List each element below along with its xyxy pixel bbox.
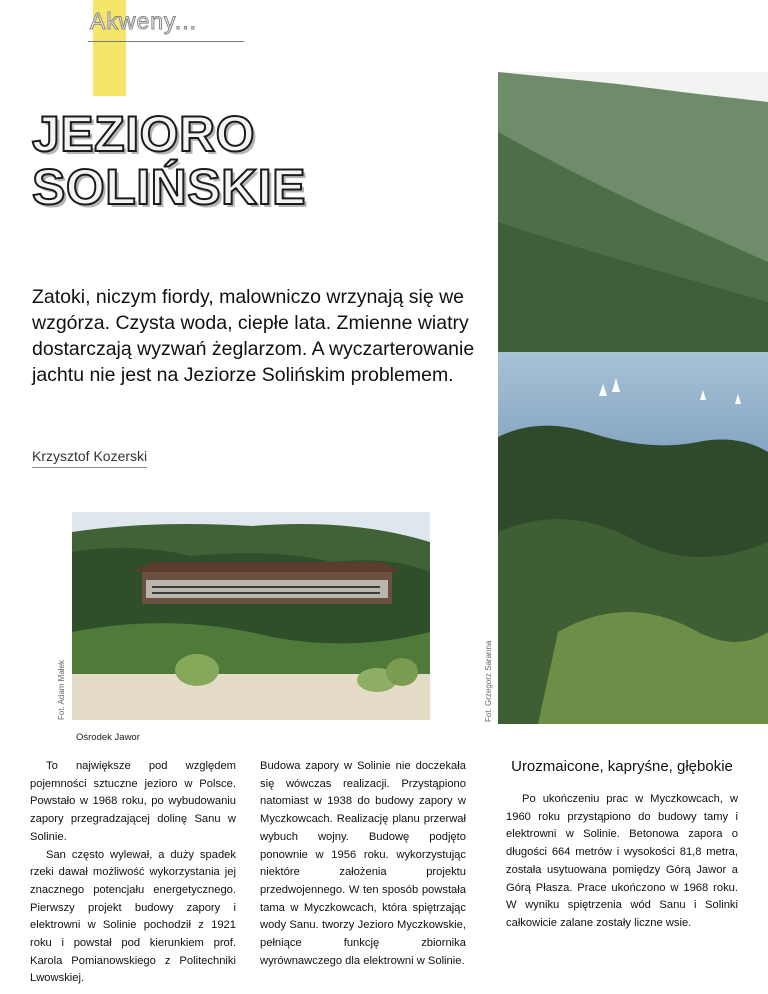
text-column-3 — [506, 758, 738, 933]
section-label: Akweny... — [90, 8, 197, 34]
resort-photo-credit: Fot. Adam Małek — [57, 659, 66, 720]
column-3-paragraph-1: Po ukończeniu prac w Myczkowcach, w 1960 roku przystąpiono do budowy tamy i elektrowni w Solinie. Betonowa zapora o długości 664 metrów i wysokości 81,8 metra, została usytuowana pomiędzy Górą Jawor a Górą Płasza. Prace ukończono w 1968 roku. W wyniku spiętrzenia wód Sanu i Solinki całkowicie zalane zostały liczne wsie. — [506, 793, 738, 929]
title-line-2: SOLIŃSKIE — [32, 159, 306, 215]
article-author: Krzysztof Kozerski — [32, 448, 147, 468]
lake-photo — [484, 72, 768, 724]
lake-photo-credit: Fot. Grzegorz Saranna — [484, 640, 493, 722]
resort-photo-image — [72, 512, 430, 720]
title-line-1: JEZIORO — [32, 106, 255, 162]
text-column-1 — [30, 758, 236, 988]
text-column-2 — [260, 758, 466, 970]
column-2-paragraph-1: Budowa zapory w Solinie nie doczekała się wówczas realizacji. Przystąpiono natomiast w 1938 do budowy zapory w Myczkowcach. Realizację planu przerwał wybuch wojny. Budowę podjęto ponownie w 1956 roku. wykorzystując niektóre założenia projektu przedwojennego. W ten sposób powstała tama w Myczkowcach, która spiętrzając wody Sanu. tworzy Jezioro Myczkowskie, pełniące funkcję zbiornika wyrównawczego dla elektrowni w Solinie. — [260, 760, 466, 967]
section-rule — [88, 41, 244, 42]
resort-photo-caption: Ośrodek Jawor — [76, 732, 140, 743]
article-title — [32, 108, 306, 214]
article-lead: Zatoki, niczym fiordy, malowniczo wrzynają się we wzgórza. Czysta woda, ciepłe lata. Zmienne wiatry dostarczają wyzwań żeglarzom. A wyczarterowanie jachtu nie jest na Jeziorze Solińskim problemem. — [32, 286, 475, 386]
resort-photo — [72, 512, 430, 720]
column-1-paragraph-1: To największe pod względem pojemności sztuczne jezioro w Polsce. Powstało w 1968 roku, po wybudowaniu zapory przegradzającej dolinę Sanu w Solinie. — [30, 760, 236, 843]
lake-photo-image — [498, 72, 768, 724]
column-1-paragraph-2: San często wylewał, a duży spadek rzeki dawał możliwość wykorzystania jej znacznego potencjału energetycznego. Pierwszy projekt budowy zapory i elektrowni w Solinie pochodził z 1921 roku i powstał pod kierunkiem prof. Karola Pomianowskiego z Politechniki Lwowskiej. — [30, 848, 236, 985]
column-3-subheading: Urozmaicone, kapryśne, głębokie — [511, 758, 733, 775]
